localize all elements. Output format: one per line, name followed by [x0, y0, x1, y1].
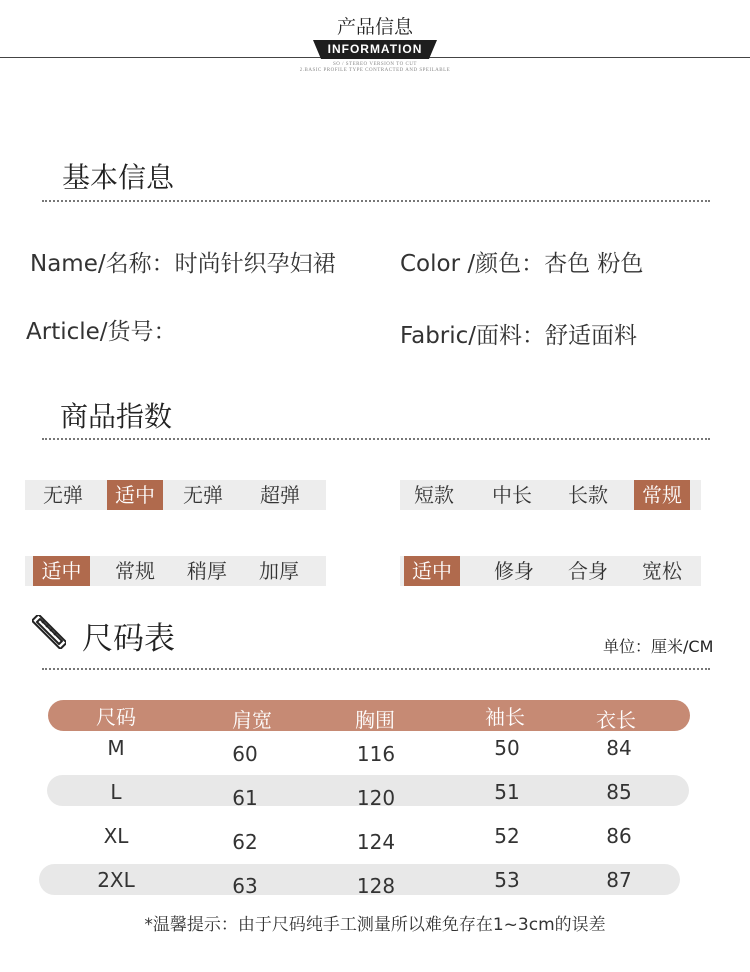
page-title: 产品信息: [336, 16, 413, 38]
indicator-item: 修身: [494, 559, 534, 583]
table-cell: L: [110, 780, 122, 804]
elasticity-indicator: [25, 480, 326, 510]
table-cell: 85: [606, 780, 632, 804]
unit-label: 单位：厘米/CM: [603, 637, 714, 656]
table-cell: 116: [356, 742, 396, 766]
table-cell: 128: [356, 874, 396, 898]
table-cell: 52: [494, 824, 520, 848]
basic-info-heading: 基本信息: [62, 161, 175, 194]
length-indicator: [400, 480, 701, 510]
measurement-footnote: *温馨提示：由于尺码纯手工测量所以难免存在1~3cm的误差: [144, 915, 606, 935]
fit-indicator: [400, 556, 701, 586]
product-fabric: Fabric/面料：舒适面料: [400, 323, 638, 349]
header-subtext-1: SO / STEREO VERSION TO CUT: [333, 62, 417, 67]
table-cell: XL: [103, 824, 129, 848]
column-header: 衣长: [596, 708, 636, 732]
indicator-item: 宽松: [642, 559, 682, 583]
basic-info-divider: [42, 200, 710, 202]
product-color: Color /颜色：杏色 粉色: [400, 251, 644, 277]
table-cell: 61: [232, 786, 258, 810]
size-chart-divider: [42, 668, 710, 670]
indicator-item: 长款: [568, 483, 608, 507]
product-name: Name/名称：时尚针织孕妇裙: [30, 251, 336, 277]
column-header: 肩宽: [232, 708, 272, 732]
table-cell: 86: [606, 824, 632, 848]
indicator-item-active: 常规: [634, 480, 690, 510]
table-cell: 63: [232, 874, 258, 898]
indicator-item: 超弹: [260, 483, 300, 507]
indices-divider: [42, 438, 710, 440]
indices-heading: 商品指数: [60, 400, 173, 433]
table-cell: M: [107, 736, 125, 760]
table-cell: 50: [494, 736, 520, 760]
column-header: 胸围: [355, 708, 395, 732]
ruler-pencil-icon: [32, 615, 66, 649]
column-header: 袖长: [485, 705, 525, 729]
table-cell: 62: [232, 830, 258, 854]
indicator-item-active: 适中: [404, 556, 460, 586]
table-cell: 120: [356, 786, 396, 810]
indicator-item: 加厚: [259, 559, 299, 583]
indicator-item: 合身: [568, 559, 608, 583]
product-article: Article/货号：: [26, 319, 177, 345]
thickness-indicator: [25, 556, 326, 586]
indicator-item-active: 适中: [33, 556, 90, 586]
indicator-item: 中长: [492, 483, 532, 507]
table-cell: 87: [606, 868, 632, 892]
size-chart-heading: 尺码表: [82, 621, 175, 657]
table-cell: 2XL: [97, 868, 135, 892]
indicator-item-active: 适中: [107, 480, 163, 510]
table-cell: 124: [356, 830, 396, 854]
indicator-item: 稍厚: [187, 559, 227, 583]
indicator-item: 短款: [414, 483, 454, 507]
column-header: 尺码: [96, 705, 136, 729]
information-badge-label: INFORMATION: [327, 42, 423, 56]
indicator-item: 无弹: [43, 483, 83, 507]
header-subtext-2: 2.BASIC PROFILE TYPE CONTRACTED AND SPEILABLE: [299, 68, 451, 73]
table-cell: 84: [606, 736, 632, 760]
indicator-item: 常规: [115, 559, 155, 583]
table-cell: 53: [494, 868, 520, 892]
table-cell: 60: [232, 742, 258, 766]
indicator-item: 无弹: [183, 483, 223, 507]
table-cell: 51: [494, 780, 520, 804]
